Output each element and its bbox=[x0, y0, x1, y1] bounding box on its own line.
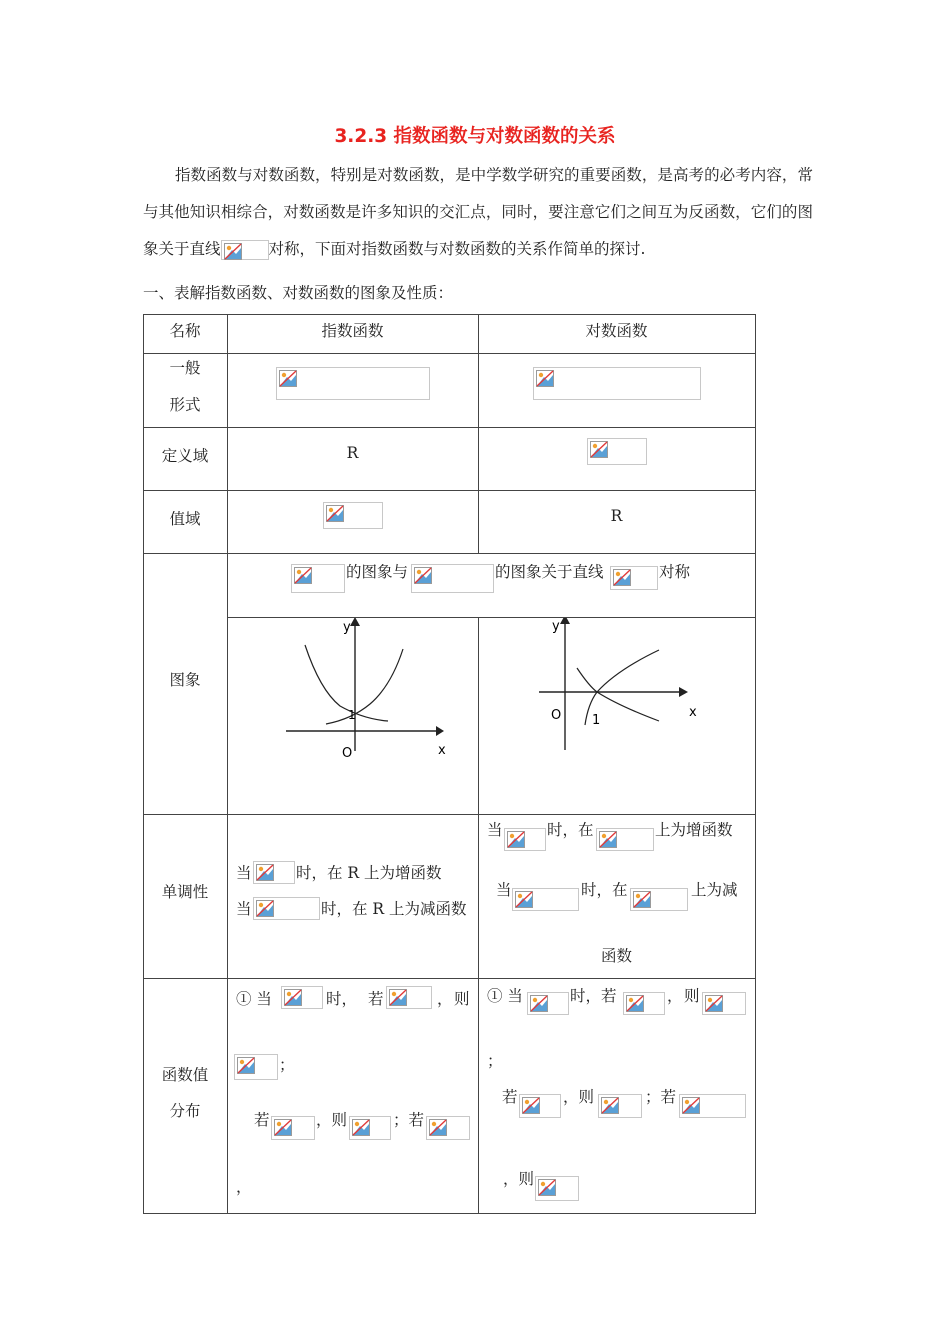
log-origin-label: O bbox=[551, 708, 562, 723]
exp-dist-result-1-image bbox=[234, 1054, 278, 1080]
log-dist-1c: ， bbox=[667, 987, 683, 1005]
log-mono-1a: 当 bbox=[487, 821, 503, 839]
log-domain-image bbox=[587, 438, 647, 465]
header-log: 对数函数 bbox=[585, 322, 648, 340]
exp-mono-1b: 时，在 R 上为增函数 bbox=[296, 864, 442, 882]
mono-label: 单调性 bbox=[161, 883, 209, 901]
log-dist-1d: 则 bbox=[684, 987, 700, 1005]
exp-y-label: y bbox=[343, 620, 351, 635]
log-dist-cond-image bbox=[527, 992, 569, 1015]
y-axis-arrow-icon bbox=[560, 618, 570, 624]
exp-dist-4: ， bbox=[236, 1178, 252, 1196]
exp-dist-1d: ， bbox=[437, 990, 453, 1008]
log-mono-interval-1-image bbox=[596, 828, 654, 851]
intro-text-after: 对称，下面对指数函数与对数函数的关系作简单的探讨. bbox=[268, 240, 646, 258]
exp-dist-3c: ；若 bbox=[393, 1111, 425, 1129]
dist-label-1: 函数值 bbox=[161, 1066, 209, 1084]
exp-mono-1a: 当 bbox=[236, 864, 252, 882]
exp-dist-x-cond-3-image bbox=[426, 1116, 470, 1140]
exp-mono-2a: 当 bbox=[236, 900, 252, 918]
exp-dist-1c: 若 bbox=[368, 990, 384, 1008]
exp-dist-1a: ① 当 bbox=[236, 990, 272, 1008]
exp-dist-result-2-image bbox=[349, 1116, 391, 1140]
log-mono-cond-1-image bbox=[504, 828, 546, 851]
log-mono-1b: 时，在 bbox=[547, 821, 594, 839]
exp-origin-label: O bbox=[342, 746, 353, 761]
page-title: 3.2.3 指数函数与对数函数的关系 bbox=[334, 126, 616, 147]
log-dist-2: ； bbox=[487, 1052, 503, 1070]
log-mono-2c: 上为减 bbox=[691, 881, 738, 899]
log-range-value: R bbox=[610, 507, 623, 525]
exp-dist-x-cond-2-image bbox=[271, 1116, 315, 1140]
log-mono-2a: 当 bbox=[496, 881, 512, 899]
log-dist-4a: ，则 bbox=[503, 1170, 535, 1188]
log-dist-x-cond-2-image bbox=[519, 1094, 561, 1118]
log-dist-x-cond-3-image bbox=[679, 1094, 746, 1118]
range-label: 值域 bbox=[169, 510, 201, 528]
log-dist-3c: ；若 bbox=[645, 1088, 677, 1106]
intro-text-before: 指数函数与对数函数，特别是对数函数，是中学数学研究的重要函数，是高考的必考内容，常与其他知识相综合，对数函数是许多知识的交汇点，同时，要注意它们之间互为反函数，它们的图象关于直线 bbox=[143, 166, 813, 258]
log-dist-1b: 时，若 bbox=[570, 987, 617, 1005]
exp-dist-x-cond-1-image bbox=[386, 986, 432, 1009]
header-exp: 指数函数 bbox=[321, 322, 384, 340]
log-mono-cond-2-image bbox=[512, 888, 579, 911]
log-mono-interval-2-image bbox=[630, 888, 688, 911]
x-axis-arrow-icon bbox=[436, 726, 444, 736]
log-one-label: 1 bbox=[592, 713, 601, 728]
exp-range-image bbox=[323, 502, 383, 529]
y-axis-arrow-icon bbox=[350, 618, 360, 626]
decreasing-exp-curve bbox=[305, 645, 388, 721]
log-graph bbox=[479, 618, 755, 814]
symmetry-text-3: 对称 bbox=[659, 563, 691, 581]
log-dist-x-cond-1-image bbox=[623, 992, 665, 1015]
log-dist-result-1-image bbox=[702, 992, 746, 1015]
general-label-2: 形式 bbox=[169, 396, 201, 414]
exp-dist-3a: 若 bbox=[254, 1111, 270, 1129]
decreasing-log-curve bbox=[577, 668, 659, 721]
log-dist-1a: ① 当 bbox=[487, 987, 523, 1005]
domain-label: 定义域 bbox=[161, 447, 209, 465]
x-axis-arrow-icon bbox=[679, 687, 688, 697]
general-label-1: 一般 bbox=[169, 359, 201, 377]
log-general-form-image bbox=[533, 367, 701, 400]
symmetry-text-2: 的图象关于直线 bbox=[495, 563, 604, 581]
exp-mono-2b: 时，在 R 上为减函数 bbox=[321, 900, 467, 918]
symmetry-text-1: 的图象与 bbox=[346, 563, 409, 581]
exp-graph bbox=[228, 618, 478, 814]
exp-mono-cond-2-image bbox=[253, 897, 320, 920]
log-y-label: y bbox=[552, 619, 560, 634]
log-dist-result-2-image bbox=[598, 1094, 642, 1118]
log-x-label: x bbox=[689, 705, 697, 720]
exp-general-form-image bbox=[276, 367, 430, 400]
section-heading: 一、表解指数函数、对数函数的图象及性质： bbox=[143, 284, 454, 302]
header-name: 名称 bbox=[169, 322, 201, 340]
exp-dist-3b: ，则 bbox=[316, 1111, 348, 1129]
log-dist-3b: ，则 bbox=[563, 1088, 595, 1106]
exp-dist-2: ； bbox=[279, 1056, 295, 1074]
log-function-image bbox=[411, 564, 494, 593]
log-mono-1c: 上为增函数 bbox=[655, 821, 733, 839]
exp-dist-cond-image bbox=[281, 986, 323, 1009]
exp-dist-1e: 则 bbox=[454, 990, 470, 1008]
line-equation-image bbox=[610, 566, 658, 590]
dist-label-2: 分布 bbox=[169, 1102, 201, 1120]
exp-mono-cond-1-image bbox=[253, 861, 295, 884]
exp-one-label: 1 bbox=[348, 708, 356, 722]
exp-x-label: x bbox=[438, 743, 446, 758]
log-dist-result-3-image bbox=[535, 1176, 579, 1201]
broken-image-icon bbox=[221, 240, 269, 260]
increasing-exp-curve bbox=[326, 649, 403, 724]
graph-label: 图象 bbox=[169, 671, 201, 689]
exp-dist-1b: 时， bbox=[326, 990, 358, 1008]
log-mono-2d: 函数 bbox=[600, 947, 632, 965]
exp-function-image bbox=[291, 564, 345, 593]
log-mono-2b: 时，在 bbox=[581, 881, 628, 899]
log-dist-3a: 若 bbox=[502, 1088, 518, 1106]
intro-paragraph bbox=[143, 157, 813, 268]
exp-domain-value: R bbox=[346, 444, 359, 462]
